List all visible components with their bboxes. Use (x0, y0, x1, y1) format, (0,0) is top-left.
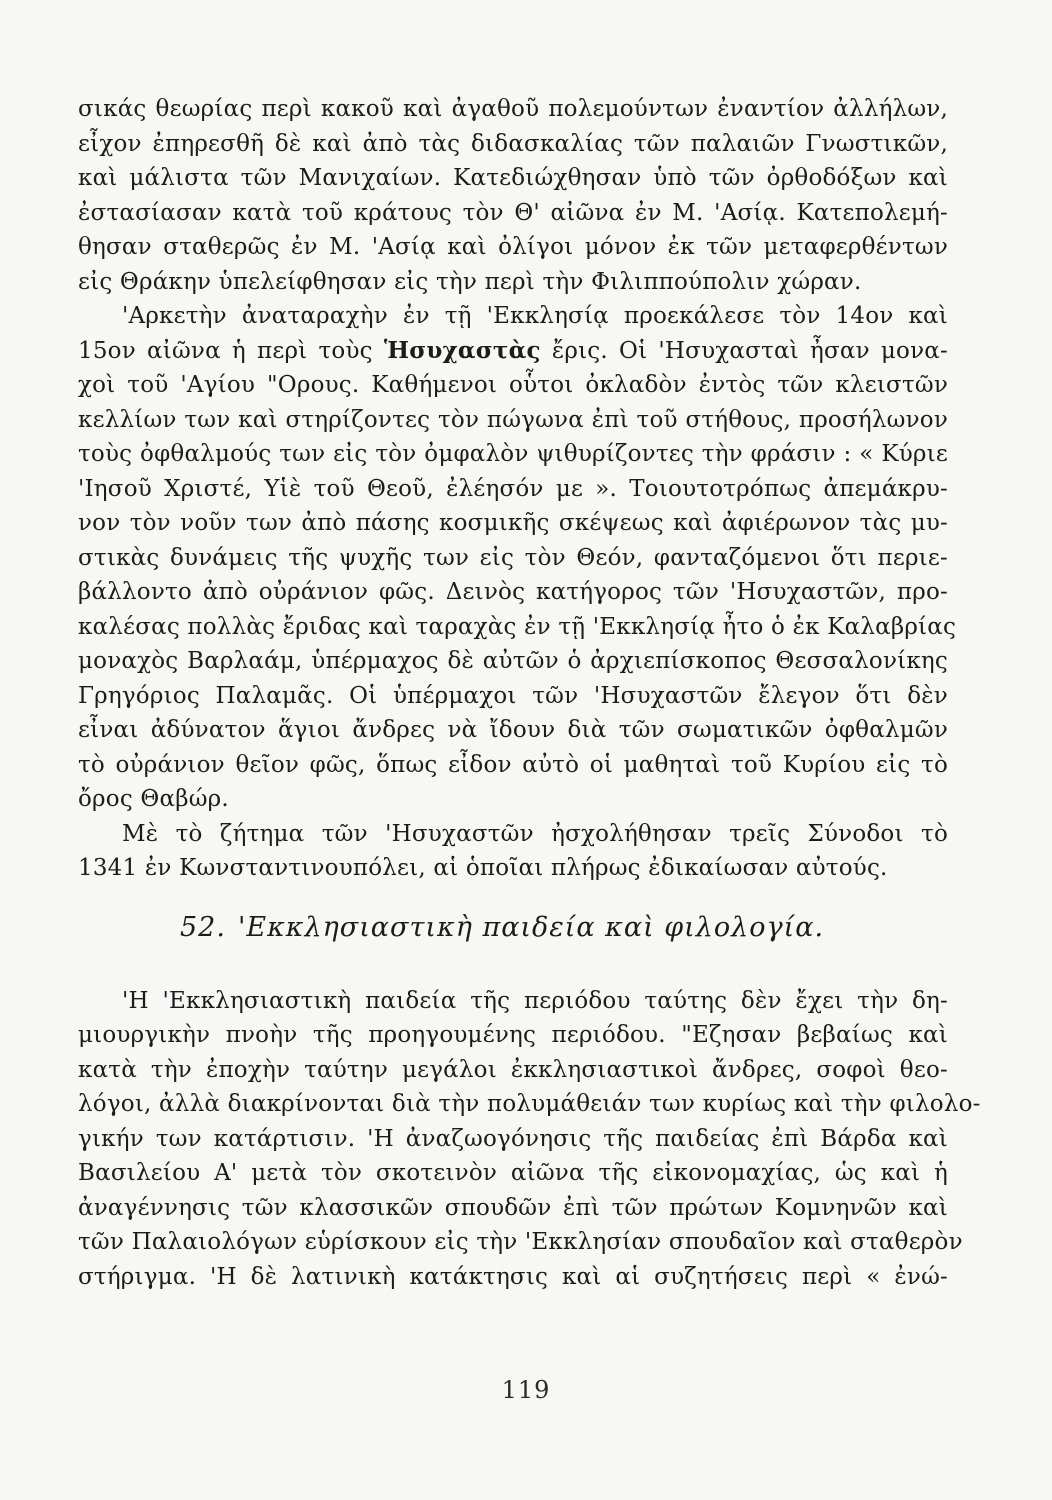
text-line: κατὰ τὴν ἐποχὴν ταύτην μεγάλοι ἐκκλησιαστικοὶ ἄνδρες, σοφοὶ θεο- (78, 1056, 948, 1083)
text-line: Βασιλείου Α' μετὰ τὸν σκοτεινὸν αἰῶνα τῆς εἰκονομαχίας, ὡς καὶ ἡ (78, 1160, 948, 1186)
text-span: 15ον αἰῶνα ἡ περὶ τοὺς (78, 337, 384, 364)
bold-term: Ἡσυχαστὰς (383, 336, 541, 364)
text-line: βάλλοντο ἀπὸ οὐράνιον φῶς. Δεινὸς κατήγορος τῶν 'Ησυχαστῶν, προ- (78, 579, 948, 605)
paragraph-continuation (78, 92, 948, 299)
text-line: μιουργικὴν πνοὴν τῆς προηγουμένης περιόδου. "Εζησαν βεβαίως καὶ (78, 1022, 948, 1048)
paragraph-hesychasts (78, 299, 957, 817)
text-line: γικήν των κατάρτισιν. 'Η ἀναζωογόνησις τῆς παιδείας ἐπὶ Βάρδα καὶ (78, 1125, 948, 1152)
section-heading (78, 910, 948, 946)
text-line: ἐστασίασαν κατὰ τοῦ κράτους τὸν Θ' αἰῶνα ἐν Μ. 'Ασίᾳ. Κατεπολεμή- (78, 199, 948, 226)
text-line: μοναχὸς Βαρλαάμ, ὑπέρμαχος δὲ αὐτῶν ὁ ἀρχιεπίσκοπος Θεσσαλονίκης (78, 648, 948, 674)
page-body (78, 92, 981, 1294)
text-line: κελλίων των καὶ στηρίζοντες τὸν πώγωνα ἐπὶ τοῦ στήθους, προσήλωνον (78, 406, 948, 433)
section-number: 52. (180, 911, 226, 943)
section-title: 'Εκκλησιαστικὴ παιδεία καὶ φιλολογία. (237, 911, 825, 943)
text-line: χοὶ τοῦ 'Αγίου "Ορους. Καθήμενοι οὗτοι ὀκλαδὸν ἐντὸς τῶν κλειστῶν (78, 372, 948, 398)
text-line: 'Αρκετὴν ἀναταραχὴν ἐν τῇ 'Εκκλησίᾳ προεκάλεσε τὸν 14ον καὶ (122, 303, 948, 329)
text-line: τῶν Παλαιολόγων εὑρίσκουν εἰς τὴν 'Εκκλησίαν σπουδαῖον καὶ σταθερὸν (78, 1229, 963, 1255)
text-line: σικάς θεωρίας περὶ κακοῦ καὶ ἀγαθοῦ πολεμούντων ἐναντίον ἀλλήλων, (78, 96, 948, 122)
text-line: 'Ιησοῦ Χριστέ, Υἱὲ τοῦ Θεοῦ, ἐλέησόν με ». Τοιουτοτρόπως ἀπεμάκρυ- (78, 475, 948, 502)
paragraph-education (78, 984, 981, 1295)
text-line: στικὰς δυνάμεις τῆς ψυχῆς των εἰς τὸν Θεόν, φανταζόμενοι ὅτι περιε- (78, 544, 948, 571)
text-line: εἰς Θράκην ὑπελείφθησαν εἰς τὴν περὶ τὴν Φιλιππούπολιν χώραν. (78, 268, 862, 295)
text-line: 1341 ἐν Κωνσταντινουπόλει, αἱ ὁποῖαι πλήρως ἐδικαίωσαν αὐτούς. (78, 855, 888, 881)
text-line: εἶναι ἀδύνατον ἅγιοι ἄνδρες νὰ ἴδουν διὰ τῶν σωματικῶν ὀφθαλμῶν (78, 717, 948, 743)
page-number: 119 (501, 1376, 551, 1404)
text-line (78, 334, 948, 369)
text-line: θησαν σταθερῶς ἐν Μ. 'Ασίᾳ καὶ ὀλίγοι μόνον ἐκ τῶν μεταφερθέντων (78, 234, 948, 260)
text-line: εἶχον ἐπηρεσθῆ δὲ καὶ ἀπὸ τὰς διδασκαλίας τῶν παλαιῶν Γνωστικῶν, (78, 130, 948, 157)
text-line: νον τὸν νοῦν των ἀπὸ πάσης κοσμικῆς σκέψεως καὶ ἀφιέρωνον τὰς μυ- (78, 510, 948, 536)
text-line: στήριγμα. 'Η δὲ λατινικὴ κατάκτησις καὶ αἱ συζητήσεις περὶ « ἐνώ- (78, 1263, 948, 1290)
text-span: ἔρις. Οἱ 'Ησυχασταὶ ἦσαν μονα- (540, 337, 948, 364)
text-line: τοὺς ὀφθαλμούς των εἰς τὸν ὀμφαλὸν ψιθυρίζοντες τὴν φράσιν : « Κύριε (78, 441, 948, 467)
text-line: καὶ μάλιστα τῶν Μανιχαίων. Κατεδιώχθησαν ὑπὸ τῶν ὀρθοδόξων καὶ (78, 165, 948, 191)
text-line: τὸ οὐράνιον θεῖον φῶς, ὅπως εἶδον αὐτὸ οἱ μαθηταὶ τοῦ Κυρίου εἰς τὸ (78, 751, 948, 778)
text-line: ὄρος Θαβώρ. (78, 786, 229, 812)
text-line: καλέσας πολλὰς ἔριδας καὶ ταραχὰς ἐν τῇ 'Εκκλησίᾳ ἦτο ὁ ἐκ Καλαβρίας (78, 613, 957, 640)
text-line: λόγοι, ἀλλὰ διακρίνονται διὰ τὴν πολυμάθειάν των κυρίως καὶ τὴν φιλολο- (78, 1091, 981, 1117)
text-line: ἀναγέννησις τῶν κλασσικῶν σπουδῶν ἐπὶ τῶν πρώτων Κομνηνῶν καὶ (78, 1194, 948, 1221)
text-line: Μὲ τὸ ζήτημα τῶν 'Ησυχαστῶν ἠσχολήθησαν τρεῖς Σύνοδοι τὸ (122, 820, 948, 847)
text-line: Γρηγόριος Παλαμᾶς. Οἱ ὑπέρμαχοι τῶν 'Ησυχαστῶν ἔλεγον ὅτι δὲν (78, 682, 948, 709)
text-line: 'Η 'Εκκλησιαστικὴ παιδεία τῆς περιόδου ταύτης δὲν ἔχει τὴν δη- (122, 987, 948, 1014)
paragraph-synods (78, 817, 948, 886)
